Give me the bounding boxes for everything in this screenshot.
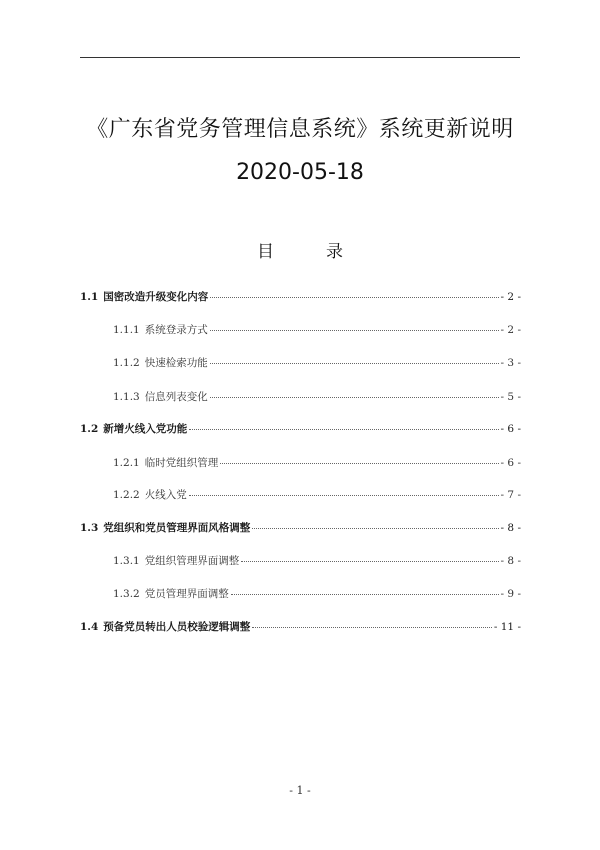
toc-entry[interactable] (113, 587, 521, 601)
toc-entry-number: 1.3 (80, 522, 99, 534)
toc-entry-title: 火线入党 (144, 489, 187, 501)
toc-entry[interactable] (80, 290, 521, 304)
toc-entry-page: - 8 - (500, 522, 521, 534)
toc-entry-number: 1.1 (80, 291, 99, 303)
toc-leader-dots (189, 495, 499, 496)
toc-entry-title: 党员管理界面调整 (144, 588, 229, 600)
toc-entry[interactable] (80, 422, 521, 436)
toc-entry-title: 临时党组织管理 (144, 457, 219, 469)
toc-entry-page: - 3 - (500, 357, 521, 369)
toc-entry-number: 1.3.1 (113, 555, 140, 567)
toc-leader-dots (210, 330, 499, 331)
toc-entry-title: 信息列表变化 (144, 391, 208, 403)
toc-entry[interactable] (80, 521, 521, 535)
toc-entry-page: - 6 - (500, 457, 521, 469)
toc-entry[interactable] (113, 554, 521, 568)
document-title: 《广东省党务管理信息系统》系统更新说明 (86, 117, 514, 142)
toc-leader-dots (252, 627, 492, 628)
toc-entry-title: 国密改造升级变化内容 (103, 291, 209, 303)
toc-heading-right: 录 (326, 242, 343, 262)
toc-leader-dots (220, 463, 498, 464)
toc-heading-left: 目 (257, 242, 274, 262)
toc-leader-dots (241, 561, 498, 562)
toc-entry-number: 1.1.1 (113, 324, 140, 336)
toc-leader-dots (231, 594, 499, 595)
toc-entry-page: - 8 - (500, 555, 521, 567)
toc-entry-number: 1.1.2 (113, 357, 140, 369)
toc-entry[interactable] (113, 488, 521, 502)
toc-leader-dots (210, 397, 499, 398)
toc-entry-title: 预备党员转出人员校验逻辑调整 (103, 621, 251, 633)
toc-leader-dots (210, 297, 498, 298)
toc-entry-page: - 9 - (500, 588, 521, 600)
toc-entry-number: 1.2 (80, 423, 99, 435)
toc-entry-number: 1.2.2 (113, 489, 140, 501)
toc-entry-page: - 2 - (500, 324, 521, 336)
toc-entry[interactable] (113, 390, 521, 404)
toc-entry-number: 1.3.2 (113, 588, 140, 600)
toc-leader-dots (210, 363, 499, 364)
toc-entry-page: - 11 - (493, 621, 521, 633)
toc-entry-title: 党组织管理界面调整 (144, 555, 240, 567)
page-number: - 1 - (289, 784, 311, 797)
toc-entry-title: 快速检索功能 (144, 357, 208, 369)
document-date: 2020-05-18 (236, 160, 364, 185)
toc-entry[interactable] (113, 456, 521, 470)
toc-entry-page: - 2 - (500, 291, 521, 303)
toc-entry-number: 1.2.1 (113, 457, 140, 469)
toc-entry-page: - 7 - (500, 489, 521, 501)
toc-entry-title: 系统登录方式 (144, 324, 208, 336)
toc-leader-dots (252, 528, 498, 529)
toc-entry[interactable] (80, 620, 521, 634)
toc-entry[interactable] (113, 323, 521, 337)
toc-entry-number: 1.4 (80, 621, 99, 633)
toc-entry[interactable] (113, 356, 521, 370)
header-rule (80, 57, 520, 58)
toc-entry-number: 1.1.3 (113, 391, 140, 403)
toc-entry-title: 党组织和党员管理界面风格调整 (103, 522, 251, 534)
toc-entry-page: - 5 - (500, 391, 521, 403)
toc-entry-page: - 6 - (500, 423, 521, 435)
toc-heading (0, 237, 600, 262)
toc-leader-dots (189, 429, 498, 430)
toc-entry-title: 新增火线入党功能 (103, 423, 188, 435)
